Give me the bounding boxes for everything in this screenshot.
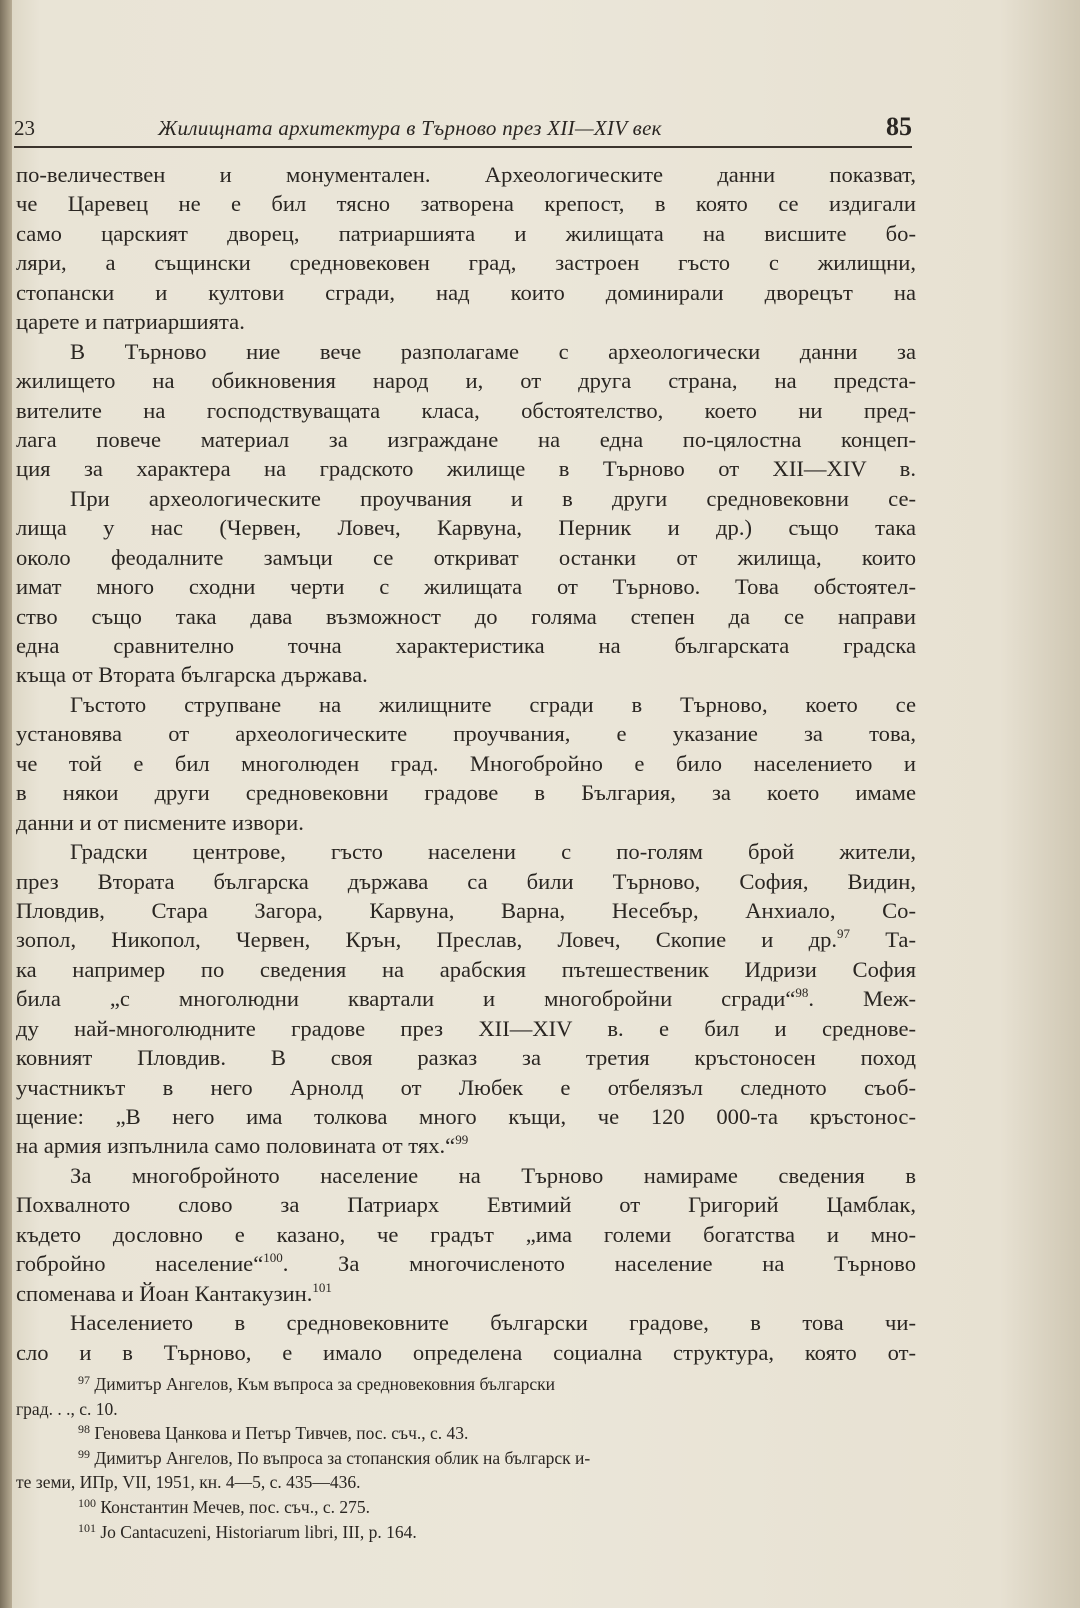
- text-line: [16, 1190, 916, 1219]
- footnotes: [16, 1372, 916, 1544]
- text-line: [16, 719, 916, 748]
- text-line: [16, 160, 916, 189]
- text-line-content: За многобройното население на Търново намираме сведения в: [70, 1162, 916, 1188]
- footnote-line: [16, 1520, 916, 1545]
- text-line-content: сло и в Търново, е имало определена социална структура, която от-: [16, 1339, 916, 1365]
- text-line: [16, 690, 916, 719]
- text-line-content: споменава и Йоан Кантакузин.: [16, 1280, 313, 1306]
- text-line-content: зопол, Никопол, Червен, Крън, Преслав, Ловеч, Скопие и др.: [16, 927, 838, 953]
- text-line: [16, 307, 916, 336]
- text-line: [16, 278, 916, 307]
- header-rule: [14, 146, 912, 148]
- page-number: 85: [886, 112, 912, 141]
- text-line: [16, 778, 916, 807]
- left-folio-number: 23: [14, 116, 35, 140]
- text-line: [16, 749, 916, 778]
- text-line: [16, 1073, 916, 1102]
- text-line-content: само царският дворец, патриаршията и жилищата на висшите бо-: [16, 220, 916, 246]
- main-text: [16, 160, 916, 1367]
- footnote-reference: 100: [263, 1250, 283, 1266]
- footnote-number: 99: [78, 1446, 90, 1461]
- footnote-reference: 97: [837, 926, 851, 942]
- text-line: [16, 1338, 916, 1367]
- footnote-text: Jo Cantacuzeni, Historiarum libri, III, p. 164.: [96, 1521, 417, 1542]
- text-line: [16, 454, 916, 483]
- text-line-content: гобройно население“: [16, 1251, 264, 1277]
- footnote-number: 97: [78, 1373, 90, 1387]
- footnote-text: Димитър Ангелов, Към въпроса за средновековния български: [90, 1374, 556, 1394]
- text-line-content: жилището на обикновения народ и, от друга страна, на предста-: [16, 368, 916, 394]
- text-line-content: ство също така дава възможност до голяма степен да се направи: [16, 603, 916, 629]
- text-line-content: че той е бил многолюден град. Многобройно е било населението и: [16, 750, 916, 776]
- text-line-content: царете и патриаршията.: [16, 309, 245, 335]
- text-line-content: около феодалните замъци се откриват останки от жилища, които: [16, 544, 916, 570]
- text-line-content: Пловдив, Стара Загора, Карвуна, Варна, Несебър, Анхиало, Со-: [16, 897, 916, 923]
- footnote-line: [16, 1372, 916, 1397]
- text-line-content: Гъстото струпване на жилищните сгради в Търново, което се: [70, 691, 916, 717]
- text-line-content: ляри, а същински средновековен град, застроен гъсто с жилищни,: [16, 250, 916, 276]
- text-line-content: стопански и култови сгради, над които доминирали дворецът на: [16, 279, 916, 305]
- text-line-content: където дословно е казано, че градът „има големи богатства и мно-: [16, 1221, 916, 1247]
- text-line: [16, 1308, 916, 1337]
- text-line: [16, 189, 916, 218]
- footnote-line: [16, 1446, 916, 1471]
- text-line: [16, 425, 916, 454]
- footnote-reference: 98: [795, 985, 809, 1001]
- text-line: [16, 602, 916, 631]
- text-line: [16, 484, 916, 513]
- text-line: [16, 631, 916, 660]
- text-line: [16, 984, 916, 1013]
- text-line: [16, 1014, 916, 1043]
- text-line: [16, 396, 916, 425]
- text-line: [16, 896, 916, 925]
- text-line: [16, 337, 916, 366]
- text-line: [16, 219, 916, 248]
- text-line: [16, 1279, 916, 1308]
- text-line-content: Градски центрове, гъсто населени с по-голям брой жители,: [70, 839, 916, 865]
- text-line: [16, 1161, 916, 1190]
- text-line: [16, 1043, 916, 1072]
- book-spine-shadow: [0, 0, 12, 1608]
- text-line: [16, 660, 916, 689]
- text-line: [16, 1220, 916, 1249]
- text-line: [16, 867, 916, 896]
- text-line: [16, 543, 916, 572]
- footnote-line: [16, 1470, 916, 1495]
- text-line-content: вителите на господствуващата класа, обстоятелство, което ни пред-: [16, 397, 916, 423]
- footnote-line: [16, 1421, 916, 1446]
- text-line-content: данни и от писмените извори.: [16, 809, 304, 835]
- footnote-text: град. . ., с. 10.: [16, 1398, 118, 1419]
- text-line-content: на армия изпълнила само половината от тях.“: [16, 1133, 456, 1159]
- text-line-content: участникът в него Арнолд от Любек е отбелязъл следното съоб-: [16, 1074, 916, 1100]
- text-line-content: имат много сходни черти с жилищата от Търново. Това обстоятел-: [16, 574, 916, 600]
- text-line: [16, 513, 916, 542]
- footnote-number: 100: [78, 1495, 96, 1510]
- footnote-reference: 101: [312, 1279, 332, 1295]
- text-line-content: че Царевец не е бил тясно затворена крепост, в която се издигали: [16, 191, 916, 217]
- text-line-content: къща от Втората българска държава.: [16, 662, 368, 688]
- text-line: [16, 366, 916, 395]
- text-line-content: лища у нас (Червен, Ловеч, Карвуна, Перник и др.) също така: [16, 515, 916, 541]
- text-line-content: ковният Пловдив. В своя разказ за третия кръстоносен поход: [16, 1045, 916, 1071]
- text-line-content: била „с многолюдни квартали и многобройни сгради“: [16, 986, 796, 1012]
- text-line-content: по-величествен и монументален. Археологическите данни показват,: [16, 162, 916, 187]
- footnote-number: 101: [78, 1520, 96, 1535]
- text-line: [16, 572, 916, 601]
- footnote-reference: 99: [455, 1132, 469, 1148]
- running-header: [14, 112, 912, 146]
- footnote-line: [16, 1397, 916, 1422]
- text-line: [16, 808, 916, 837]
- text-line: [16, 955, 916, 984]
- text-line: [16, 925, 916, 954]
- footnote-number: 98: [78, 1422, 90, 1437]
- text-line-content: в някои други средновековни градове в България, за което имаме: [16, 780, 916, 806]
- text-line-content: през Втората българска държава са били Търново, София, Видин,: [16, 868, 916, 894]
- text-line: [16, 1249, 916, 1278]
- footnote-text: Геновева Цанкова и Петър Тивчев, пос. съч., с. 43.: [90, 1423, 469, 1444]
- running-title: Жилищната архитектура в Търново през XII—XIV век: [158, 116, 662, 140]
- text-line: [16, 1131, 916, 1160]
- text-line-content: щение: „В него има толкова много къщи, че 120 000-та кръстонос-: [16, 1104, 916, 1129]
- text-line: [16, 1102, 916, 1131]
- footnote-line: [16, 1495, 916, 1520]
- text-line: [16, 837, 916, 866]
- text-line-content: Похвалното слово за Патриарх Евтимий от Григорий Цамблак,: [16, 1192, 916, 1218]
- footnote-text: Димитър Ангелов, По въпроса за стопанския облик на българск и-: [90, 1447, 591, 1468]
- text-line-content: ду най-многолюдните градове през XII—XIV в. е бил и среднове-: [16, 1015, 916, 1041]
- text-line-content: Населението в средновековните български градове, в това чи-: [70, 1310, 916, 1336]
- text-line-continuation: . За многочисленото население на Търново: [282, 1251, 916, 1277]
- text-line-content: установява от археологическите проучвания, е указание за това,: [16, 721, 916, 747]
- footnote-text: те земи, ИПр, VII, 1951, кн. 4—5, с. 435—436.: [16, 1472, 361, 1493]
- text-line-continuation: Та-: [850, 927, 916, 953]
- text-line-content: една сравнително точна характеристика на българската градска: [16, 633, 916, 658]
- footnote-text: Константин Мечев, пос. съч., с. 275.: [96, 1496, 371, 1517]
- text-line-content: лага повече материал за изграждане на една по-цялостна концеп-: [16, 426, 916, 452]
- text-line-content: ция за характера на градското жилище в Търново от XII—XIV в.: [16, 456, 916, 482]
- text-line-continuation: . Меж-: [808, 986, 916, 1012]
- text-line-content: В Търново ние вече разполагаме с археологически данни за: [70, 338, 916, 364]
- text-line: [16, 248, 916, 277]
- text-line-content: При археологическите проучвания и в други средновековни се-: [70, 485, 916, 511]
- text-line-content: ка например по сведения на арабския пътешественик Идризи София: [16, 956, 916, 982]
